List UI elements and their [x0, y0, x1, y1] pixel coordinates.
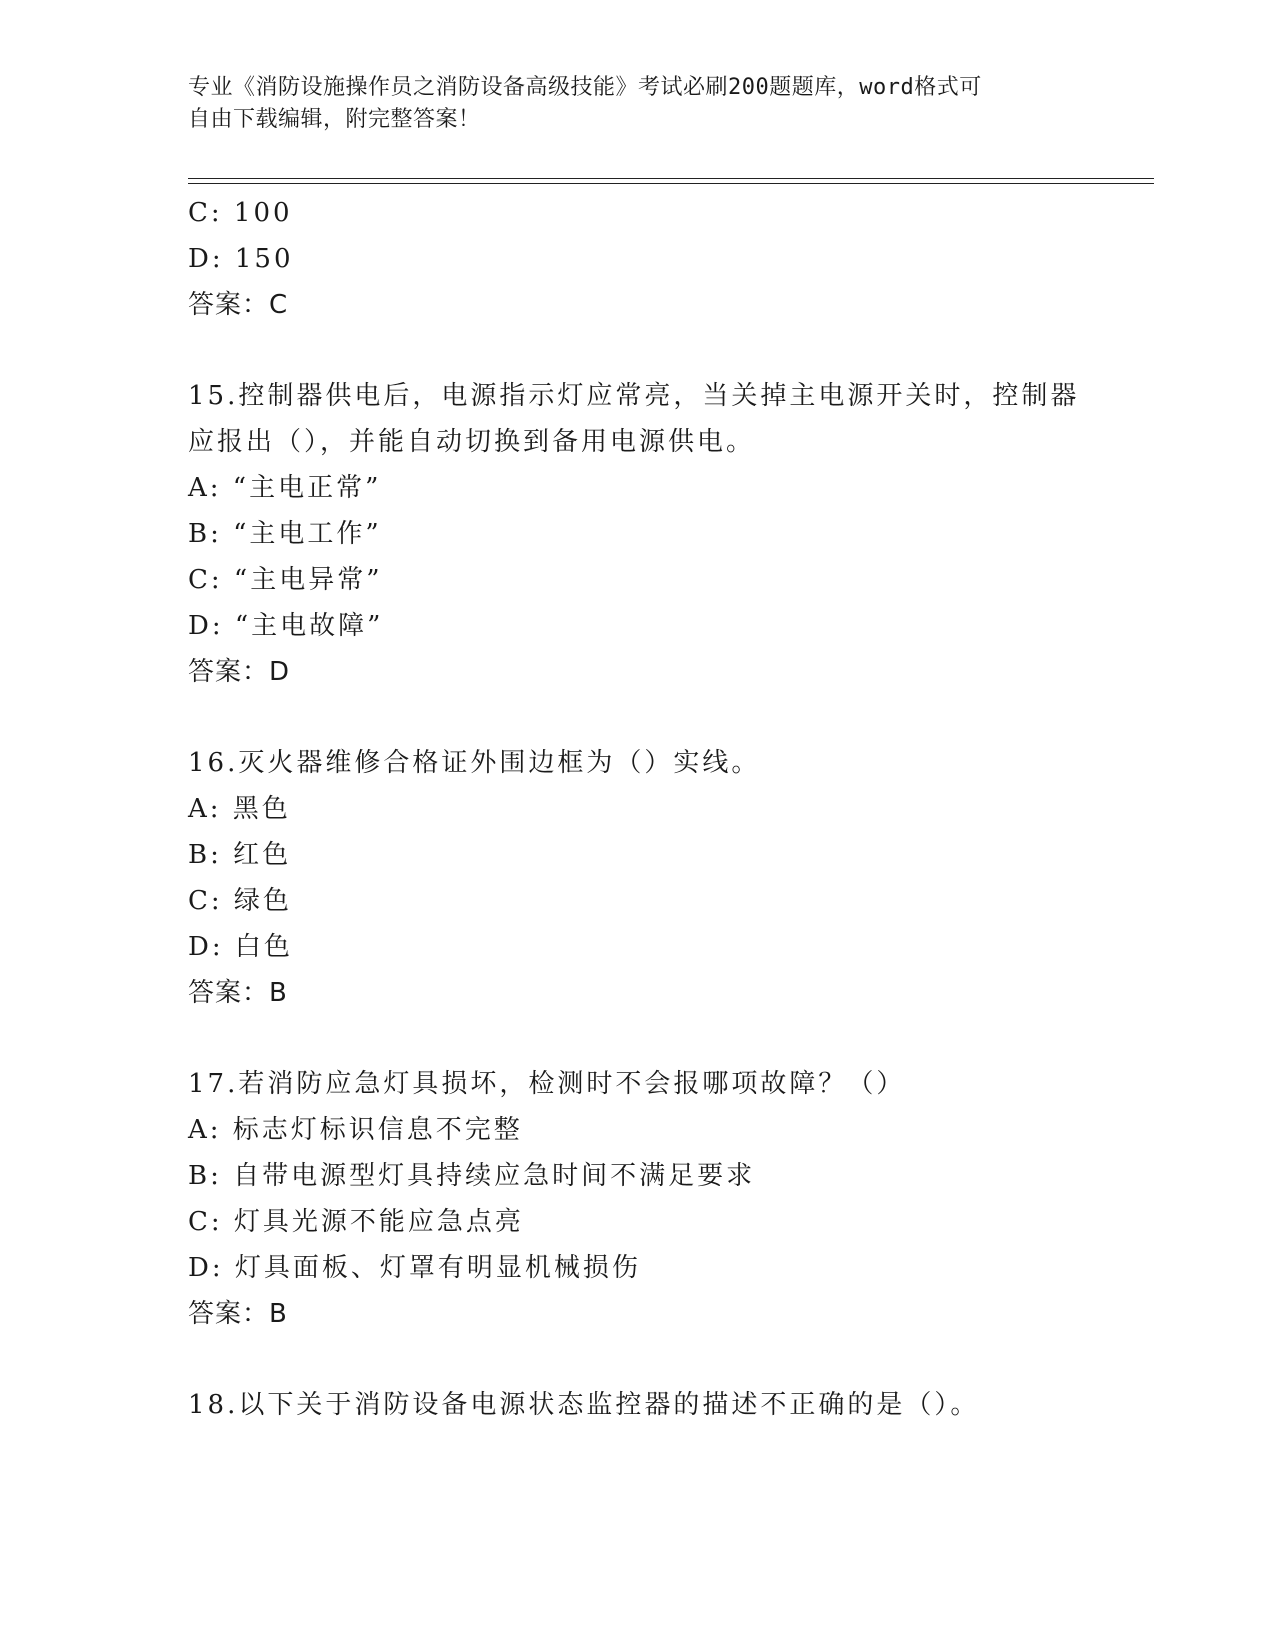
option-c: C: “主电异常” [188, 565, 383, 595]
header-line-2: 自由下载编辑，附完整答案！ [188, 107, 481, 132]
option-d: D: 白色 [188, 932, 293, 962]
question-15 [188, 373, 1148, 695]
document-header [188, 72, 1088, 136]
option-b: B: 红色 [188, 840, 292, 870]
option-d: D: 灯具面板、灯罩有明显机械损伤 [188, 1253, 641, 1283]
header-divider-bottom [188, 183, 1154, 184]
option-c: C: 100 [188, 198, 293, 228]
question-18 [188, 1382, 1148, 1428]
option-a: A: 黑色 [188, 794, 291, 824]
option-a: A: “主电正常” [188, 473, 382, 503]
option-c: C: 灯具光源不能应急点亮 [188, 1207, 524, 1237]
question-stem: 16.灭火器维修合格证外围边框为（）实线。 [188, 748, 761, 778]
answer: 答案：B [188, 978, 288, 1008]
question-stem-continued: 应报出（），并能自动切换到备用电源供电。 [188, 427, 756, 457]
answer: 答案：D [188, 657, 291, 687]
question-16 [188, 740, 1148, 1016]
question-list [188, 190, 1148, 1428]
answer: 答案：C [188, 290, 289, 320]
option-d: D: “主电故障” [188, 611, 384, 641]
option-d: D: 150 [188, 244, 294, 274]
option-a: A: 标志灯标识信息不完整 [188, 1115, 523, 1145]
question-stem: 17.若消防应急灯具损坏，检测时不会报哪项故障？（） [188, 1069, 906, 1099]
header-divider-top [188, 178, 1154, 179]
option-b: B: 自带电源型灯具持续应急时间不满足要求 [188, 1161, 756, 1191]
question-14-tail [188, 190, 1148, 328]
option-b: B: “主电工作” [188, 519, 382, 549]
question-17 [188, 1061, 1148, 1337]
question-stem: 15.控制器供电后，电源指示灯应常亮，当关掉主电源开关时，控制器 [188, 381, 1080, 411]
question-stem: 18.以下关于消防设备电源状态监控器的描述不正确的是（）。 [188, 1390, 980, 1420]
option-c: C: 绿色 [188, 886, 292, 916]
header-line-1: 专业《消防设施操作员之消防设备高级技能》考试必刷200题题库，word格式可 [188, 75, 982, 100]
answer: 答案：B [188, 1299, 288, 1329]
